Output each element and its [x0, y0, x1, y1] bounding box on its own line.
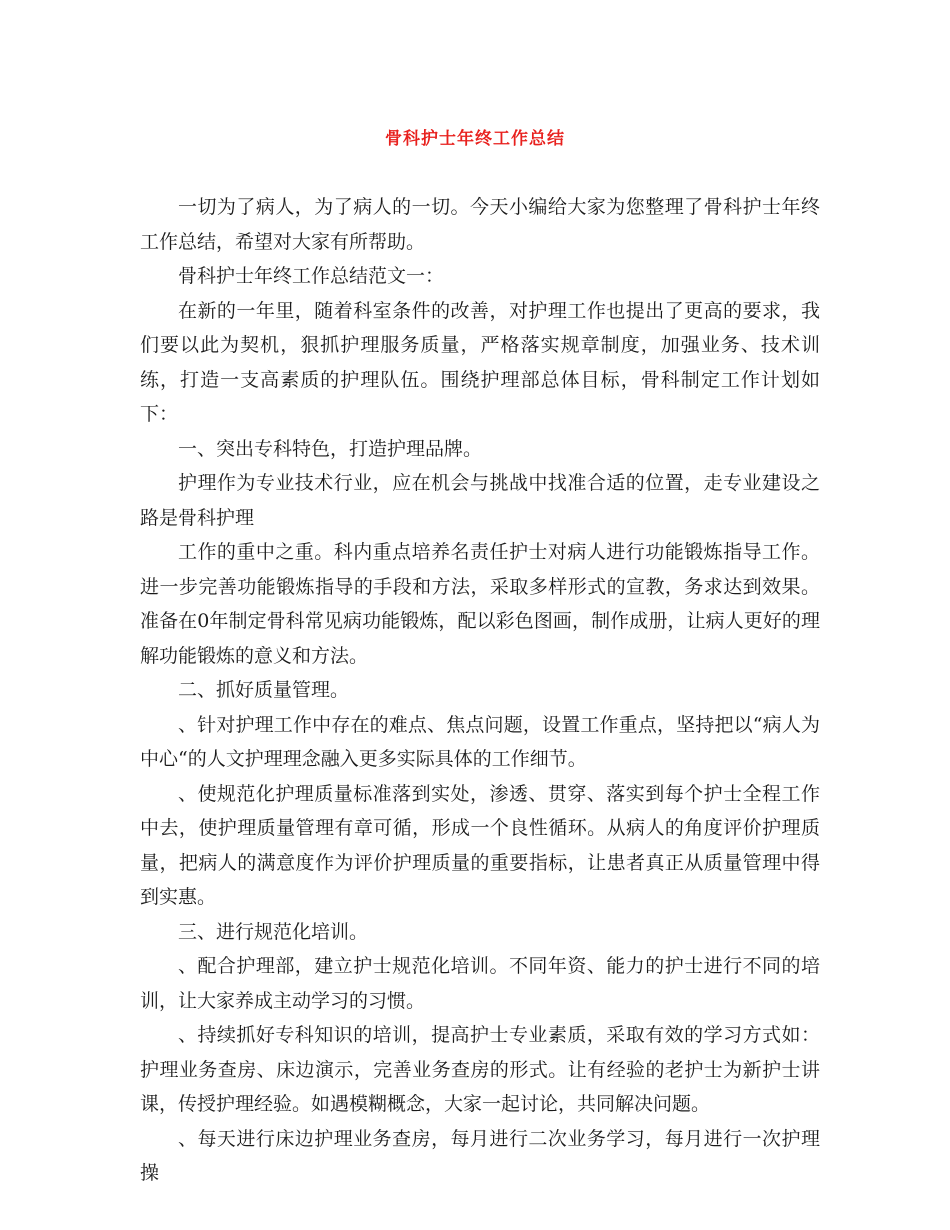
section-heading-1: 一、突出专科特色，打造护理品牌。 [178, 437, 483, 460]
paragraph-function-training: 工作的重中之重。科内重点培养名责任护士对病人进行功能锻炼指导工作。进一步完善功能锻炼指导的手段和方法，采取多样形式的宣教，务求达到效果。准备在0年制定骨科常见病功能锻炼，配以彩色图画，制作成册，让病人更好的理解功能锻炼的意义和方法。 [140, 541, 820, 667]
paragraph-training-2: 、持续抓好专科知识的培训，提高护士专业素质，采取有效的学习方式如：护理业务查房、床边演示，完善业务查房的形式。让有经验的老护士为新护士讲课，传授护理经验。如遇模糊概念，大家一起讨论，共同解决问题。 [140, 1024, 820, 1115]
paragraph-specialty: 护理作为专业技术行业，应在机会与挑战中找准合适的位置，走专业建设之路是骨科护理 [140, 472, 820, 529]
paragraph-quality-2: 、使规范化护理质量标准落到实处，渗透、贯穿、落实到每个护士全程工作中去，使护理质量管理有章可循，形成一个良性循环。从病人的角度评价护理质量，把病人的满意度作为评价护理质量的重要指标，让患者真正从质量管理中得到实惠。 [140, 782, 820, 908]
section-heading-3: 三、进行规范化培训。 [178, 920, 369, 943]
document-title: 骨科护士年终工作总结 [385, 129, 565, 149]
paragraph-sample-heading: 骨科护士年终工作总结范文一： [178, 265, 445, 287]
document-body [140, 190, 820, 1191]
paragraph-intro: 一切为了病人，为了病人的一切。今天小编给大家为您整理了骨科护士年终工作总结，希望对大家有所帮助。 [140, 196, 820, 253]
paragraph-quality-1: 、针对护理工作中存在的难点、焦点问题，设置工作重点，坚持把以“病人为中心“的人文护理理念融入更多实际具体的工作细节。 [140, 713, 820, 770]
paragraph-plan-overview: 在新的一年里，随着科室条件的改善，对护理工作也提出了更高的要求，我们要以此为契机，狠抓护理服务质量，严格落实规章制度，加强业务、技术训练，打造一支高素质的护理队伍。围绕护理部总体目标，骨科制定工作计划如下： [140, 299, 820, 425]
section-heading-2: 二、抓好质量管理。 [178, 679, 350, 701]
paragraph-training-3: 、每天进行床边护理业务查房，每月进行二次业务学习，每月进行一次护理操 [140, 1127, 820, 1184]
paragraph-training-1: 、配合护理部，建立护士规范化培训。不同年资、能力的护士进行不同的培训，让大家养成主动学习的习惯。 [140, 955, 820, 1012]
